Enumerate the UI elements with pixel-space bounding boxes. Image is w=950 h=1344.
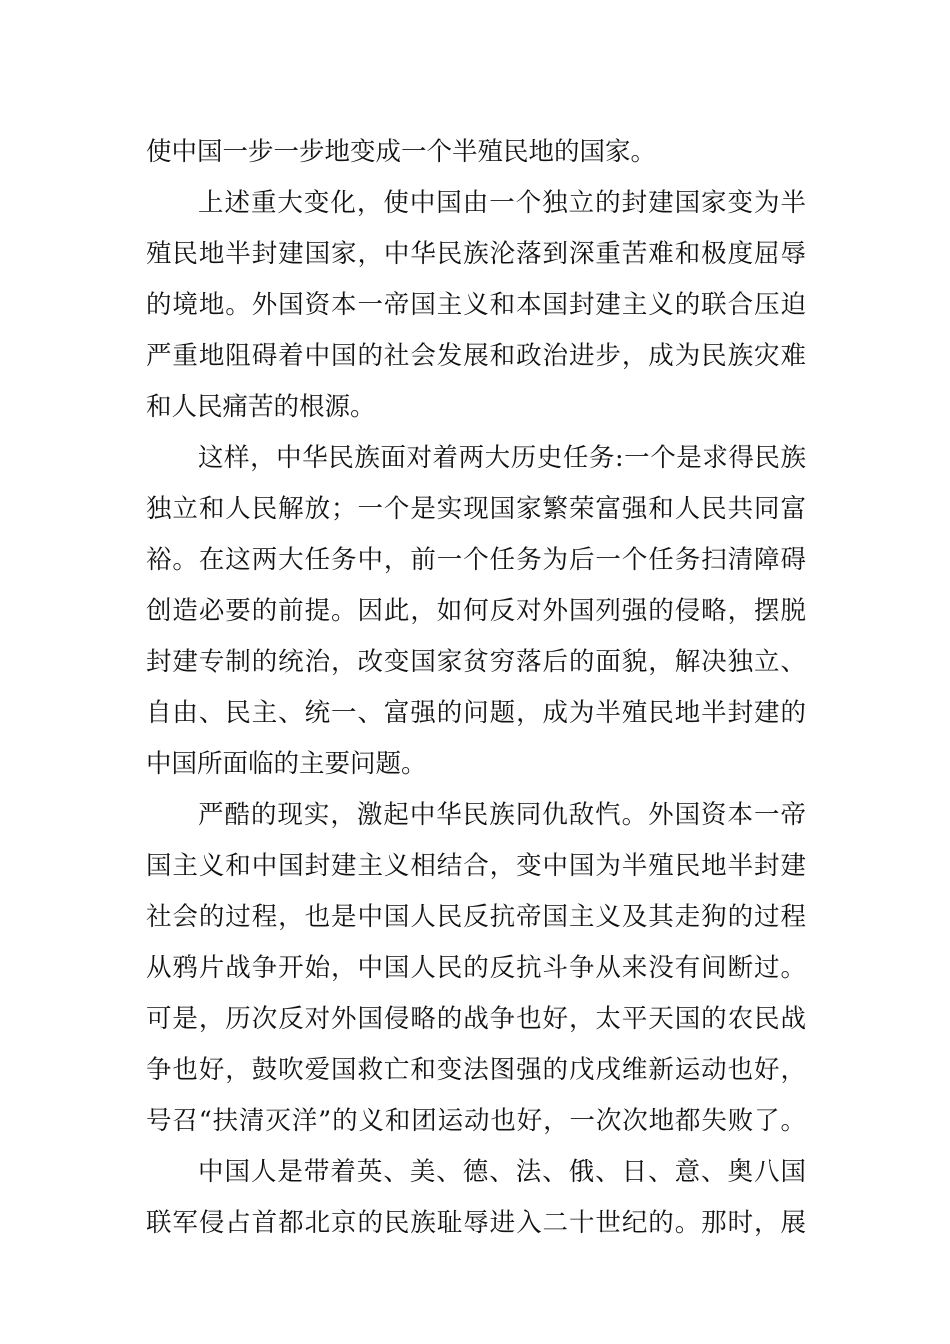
text-line: 严重地阻碍着中国的社会发展和政治进步，成为民族灾难 xyxy=(146,341,806,371)
text-line: 使中国一步一步地变成一个半殖民地的国家。 xyxy=(146,137,657,167)
text-line: 和人民痛苦的根源。 xyxy=(146,392,376,422)
text-line: 社会的过程，也是中国人民反抗帝国主义及其走狗的过程 xyxy=(146,902,806,932)
text-line: 可是，历次反对外国侵略的战争也好，太平天国的农民战 xyxy=(146,1004,806,1034)
text-line: 中国人是带着英、美、德、法、俄、日、意、奥八国 xyxy=(198,1157,806,1187)
text-line: 国主义和中国封建主义相结合，变中国为半殖民地半封建 xyxy=(146,851,806,881)
document-body xyxy=(146,127,806,1249)
text-line: 独立和人民解放；一个是实现国家繁荣富强和人民共同富 xyxy=(146,494,806,524)
text-line: 从鸦片战争开始，中国人民的反抗斗争从来没有间断过。 xyxy=(146,953,806,983)
text-line: 这样，中华民族面对着两大历史任务:一个是求得民族 xyxy=(198,443,806,473)
text-line: 的境地。外国资本一帝国主义和本国封建主义的联合压迫 xyxy=(146,290,806,320)
text-line: 创造必要的前提。因此，如何反对外国列强的侵略，摆脱 xyxy=(146,596,806,626)
text-line: 上述重大变化，使中国由一个独立的封建国家变为半 xyxy=(198,188,806,218)
text-line: 争也好，鼓吹爱国救亡和变法图强的戊戌维新运动也好， xyxy=(146,1055,806,1085)
text-line: 严酷的现实，激起中华民族同仇敌忾。外国资本一帝 xyxy=(198,800,806,830)
text-line: 殖民地半封建国家，中华民族沦落到深重苦难和极度屈辱 xyxy=(146,239,806,269)
text-line: 号召“扶清灭洋”的义和团运动也好，一次次地都失败了。 xyxy=(146,1106,806,1136)
text-line: 封建专制的统治，改变国家贫穷落后的面貌，解决独立、 xyxy=(146,647,806,677)
text-line: 中国所面临的主要问题。 xyxy=(146,749,427,779)
text-line: 联军侵占首都北京的民族耻辱进入二十世纪的。那时，展 xyxy=(146,1208,806,1238)
text-line: 裕。在这两大任务中，前一个任务为后一个任务扫清障碍 xyxy=(146,545,806,575)
text-line: 自由、民主、统一、富强的问题，成为半殖民地半封建的 xyxy=(146,698,806,728)
